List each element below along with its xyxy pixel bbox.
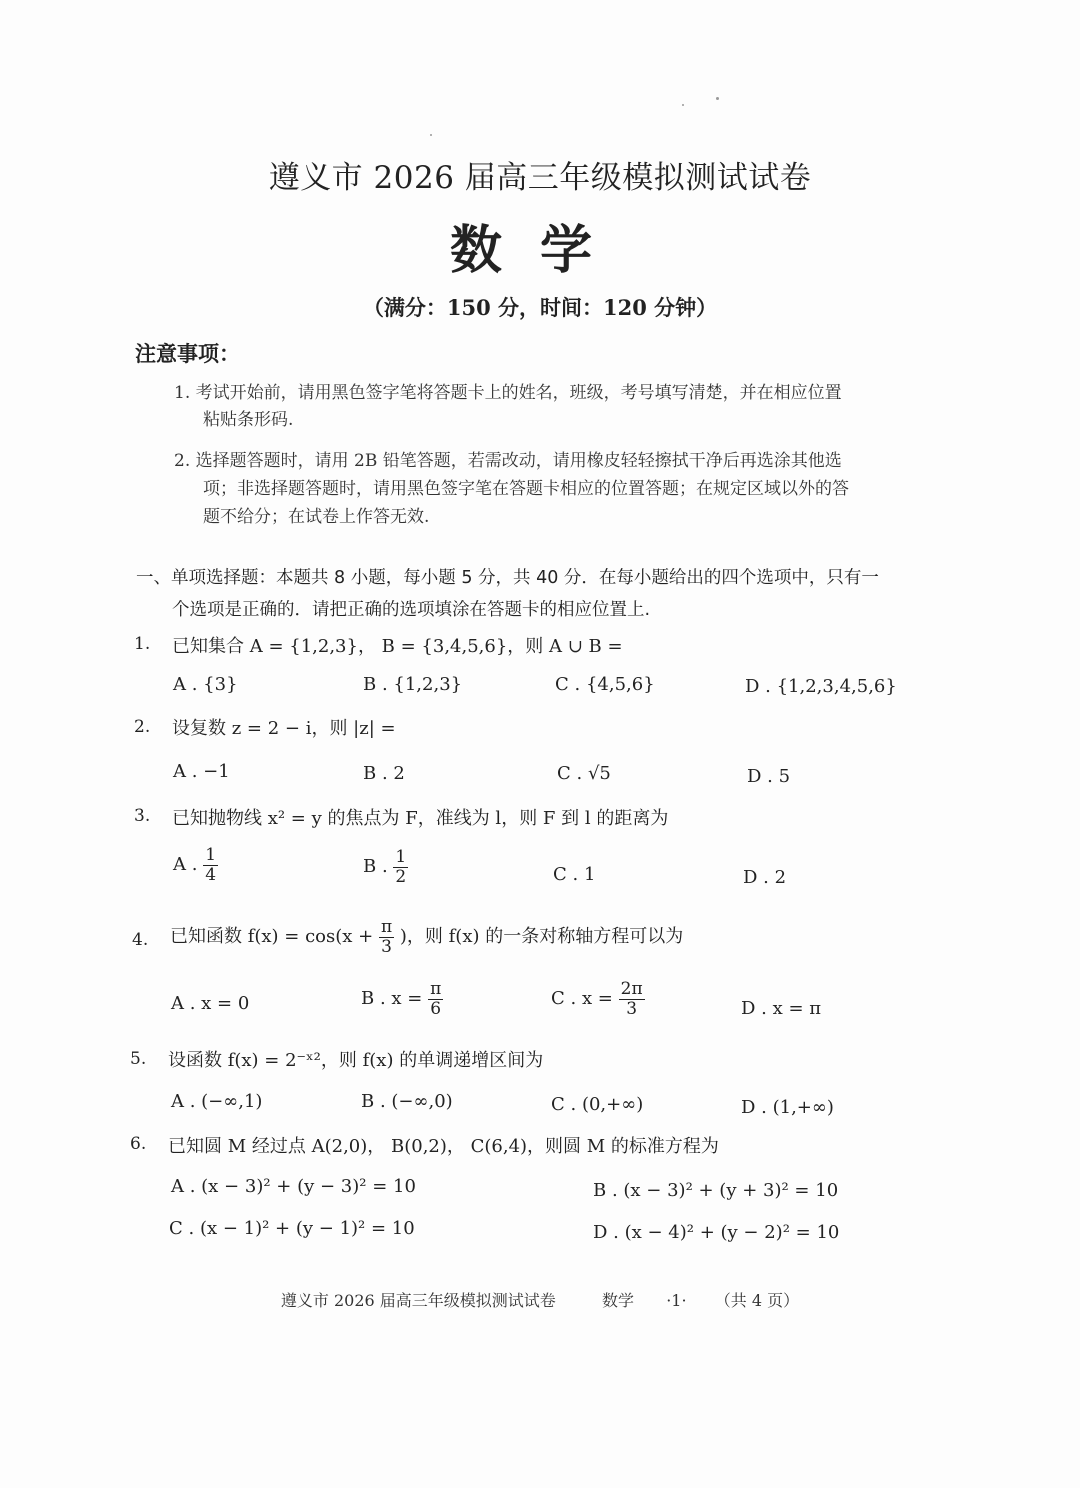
- stem-text-pre: 已知函数 f(x) = cos(x +: [170, 926, 374, 948]
- subject-title: 数学: [449, 221, 630, 281]
- option-c: C . (x − 1)² + (y − 1)² = 10: [169, 1218, 415, 1239]
- fraction-denominator: 3: [626, 998, 638, 1019]
- scan-speck: [716, 97, 719, 100]
- option-b: B . (−∞,0): [361, 1091, 453, 1112]
- footer-subject: 数学: [601, 1291, 634, 1310]
- fraction: [428, 980, 443, 1018]
- fraction-denominator: 2: [395, 866, 407, 887]
- footer-total-pages: （共 4 页）: [714, 1291, 800, 1310]
- option-d: D . x = π: [741, 998, 822, 1019]
- option-d: D . {1,2,3,4,5,6}: [745, 676, 897, 697]
- question-number: 2.: [134, 717, 151, 737]
- option-a: A . x = 0: [171, 993, 250, 1014]
- option-b: [361, 980, 443, 1018]
- option-d: D . (1,+∞): [741, 1097, 834, 1118]
- option-label: B . x =: [361, 988, 423, 1010]
- notice-item-2-line1: 2. 选择题答题时，请用 2B 铅笔答题，若需改动，请用橡皮轻轻擦拭干净后再选涂其他选: [174, 451, 842, 471]
- option-c: [551, 980, 645, 1018]
- section-heading-line2: 个选项是正确的．请把正确的选项填涂在答题卡的相应位置上.: [172, 600, 651, 620]
- question-stem: 已知抛物线 x² = y 的焦点为 F，准线为 l，则 F 到 l 的距离为: [172, 808, 669, 829]
- option-b: B . {1,2,3}: [363, 674, 463, 695]
- stem-text-post: )，则 f(x) 的一条对称轴方程可以为: [399, 926, 684, 948]
- notice-item-2-line2: 项；非选择题答题时，请用黑色签字笔在答题卡相应的位置答题；在规定区域以外的答: [203, 479, 849, 499]
- exam-title: 遵义市 2026 届高三年级模拟测试试卷: [268, 160, 812, 196]
- option-a: A . {3}: [173, 674, 238, 695]
- score-time-line: （满分：150 分，时间：120 分钟）: [362, 295, 718, 320]
- question-stem: 设复数 z = 2 − i，则 |z| =: [172, 718, 396, 739]
- option-a: A . −1: [173, 761, 230, 782]
- option-c: C . {4,5,6}: [555, 674, 655, 695]
- fraction-denominator: 4: [205, 864, 217, 885]
- question-number: 1.: [134, 634, 151, 654]
- question-number: 6.: [130, 1134, 147, 1154]
- question-number: 3.: [134, 806, 151, 826]
- fraction-numerator: 1: [205, 845, 217, 865]
- option-a: [173, 846, 218, 884]
- notice-heading: 注意事项：: [135, 342, 240, 366]
- footer-title: 遵义市 2026 届高三年级模拟测试试卷: [280, 1291, 556, 1310]
- fraction-denominator: 6: [430, 998, 442, 1019]
- fraction-numerator: π: [430, 979, 442, 999]
- question-number: 5.: [130, 1049, 147, 1069]
- notice-item-1-line2: 粘贴条形码.: [203, 410, 294, 430]
- page-footer: [0, 1288, 1080, 1311]
- option-label: A .: [173, 854, 198, 876]
- option-label: C . x =: [551, 988, 613, 1010]
- fraction-numerator: 1: [395, 847, 407, 867]
- option-b: B . (x − 3)² + (y + 3)² = 10: [593, 1180, 839, 1201]
- scan-speck: [682, 104, 684, 106]
- option-c: C . (0,+∞): [551, 1094, 644, 1115]
- option-d: D . (x − 4)² + (y − 2)² = 10: [593, 1222, 840, 1243]
- question-stem: 设函数 f(x) = 2⁻ˣ²，则 f(x) 的单调递增区间为: [168, 1050, 544, 1071]
- option-d: D . 5: [747, 766, 791, 787]
- option-a: A . (x − 3)² + (y − 3)² = 10: [171, 1176, 416, 1197]
- question-number: 4.: [132, 930, 149, 950]
- fraction-numerator: π: [380, 917, 393, 937]
- question-stem: [170, 918, 683, 956]
- question-stem: 已知圆 M 经过点 A(2,0)， B(0,2)， C(6,4)，则圆 M 的标准方程为: [168, 1136, 719, 1157]
- option-c: C . 1: [553, 864, 596, 885]
- option-d: D . 2: [743, 867, 787, 888]
- fraction-numerator: 2π: [620, 979, 643, 999]
- question-stem: 已知集合 A = {1,2,3}， B = {3,4,5,6}，则 A ∪ B =: [172, 636, 623, 657]
- option-b: [363, 848, 408, 886]
- option-b: B . 2: [363, 763, 405, 784]
- fraction: [393, 848, 408, 886]
- footer-page-number: ·1·: [666, 1291, 687, 1310]
- notice-item-1-line1: 1. 考试开始前，请用黑色签字笔将答题卡上的姓名，班级，考号填写清楚，并在相应位置: [174, 383, 842, 403]
- option-c: C . √5: [557, 763, 611, 784]
- section-heading-line1: 一、单项选择题：本题共 8 小题，每小题 5 分，共 40 分．在每小题给出的四个选项中，只有一: [136, 568, 879, 588]
- fraction: [203, 846, 218, 884]
- scan-speck: [430, 134, 432, 136]
- option-label: B .: [363, 856, 388, 878]
- option-a: A . (−∞,1): [171, 1091, 263, 1112]
- fraction-denominator: 3: [381, 936, 392, 957]
- fraction: [379, 918, 394, 956]
- fraction: [619, 980, 645, 1018]
- notice-item-2-line3: 题不给分；在试卷上作答无效.: [203, 507, 430, 527]
